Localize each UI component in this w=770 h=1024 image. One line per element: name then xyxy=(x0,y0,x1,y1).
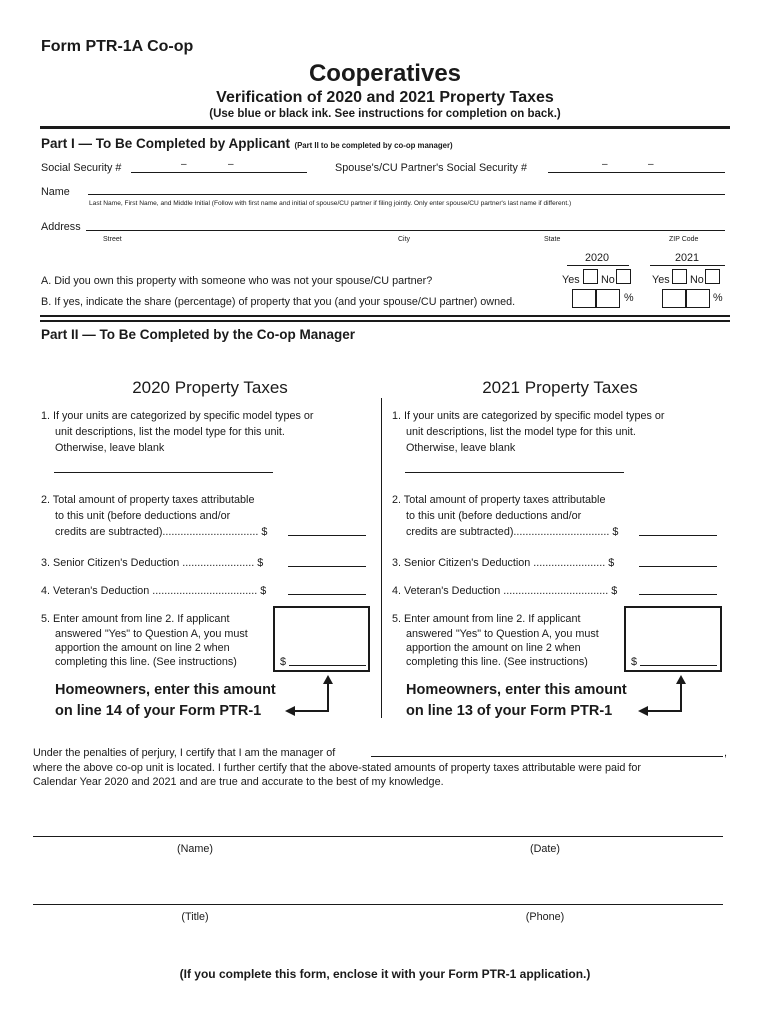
col-2020-line2-a: 2. Total amount of property taxes attributable xyxy=(41,494,255,506)
part1-heading xyxy=(41,135,453,153)
col-2021-line5-field[interactable] xyxy=(640,665,717,666)
signature-date-label: (Date) xyxy=(530,843,560,855)
col-2020-title: 2020 Property Taxes xyxy=(132,378,288,397)
year-2021-rule xyxy=(650,265,725,266)
col-2021-line4: 4. Veteran's Deduction ................................... $ xyxy=(392,585,618,597)
col-2021-line5-dollar: $ xyxy=(631,656,638,668)
q-a-2020-no-label: No xyxy=(601,274,615,286)
col-2021-line1-a: 1. If your units are categorized by specific model types or xyxy=(392,410,665,422)
q-b-2020-percent: % xyxy=(624,292,634,304)
q-b-2020-share-box-2[interactable] xyxy=(596,289,620,308)
col-2020-line5-a: 5. Enter amount from line 2. If applicant xyxy=(41,613,230,625)
q-a-2021-yes-label: Yes xyxy=(652,274,670,286)
col-2021-homeowners-a: Homeowners, enter this amount xyxy=(406,682,627,698)
zip-label: ZIP Code xyxy=(669,236,699,243)
part1-bottom-rule-2 xyxy=(40,320,730,322)
col-2021-line2-c: credits are subtracted)................................ $ xyxy=(406,526,619,538)
col-2020-line3: 3. Senior Citizen's Deduction ........................ $ xyxy=(41,557,264,569)
col-2021-senior-deduction-field[interactable] xyxy=(639,566,717,567)
col-2020-line1-b: unit descriptions, list the model type for this unit. xyxy=(55,426,285,438)
col-2020-line5-field[interactable] xyxy=(289,665,366,666)
col-2020-line2-b: to this unit (before deductions and/or xyxy=(55,510,231,522)
q-b-2021-share-box-1[interactable] xyxy=(662,289,686,308)
col-2020-veteran-deduction-field[interactable] xyxy=(288,594,366,595)
name-date-signature-line[interactable] xyxy=(33,836,723,837)
name-hint: Last Name, First Name, and Middle Initial (Follow with first name and initial of spouse/CU partner if filing jointly. Only enter spouse/CU partner's last name if different.) xyxy=(89,200,572,207)
col-2021-veteran-deduction-field[interactable] xyxy=(639,594,717,595)
col-2020-line4: 4. Veteran's Deduction ................................... $ xyxy=(41,585,267,597)
certification-line2: where the above co-op unit is located. I further certify that the above-stated amounts of property taxes attributable were paid for xyxy=(33,762,641,774)
form-subtitle: Verification of 2020 and 2021 Property Taxes xyxy=(216,89,554,106)
col-2021-line5-c: apportion the amount on line 2 when xyxy=(406,642,581,654)
q-a-2021-no-checkbox[interactable] xyxy=(705,269,720,284)
q-b-2021-percent: % xyxy=(713,292,723,304)
col-2020-line1-a: 1. If your units are categorized by specific model types or xyxy=(41,410,314,422)
col-2020-senior-deduction-field[interactable] xyxy=(288,566,366,567)
footer-note: (If you complete this form, enclose it with your Form PTR-1 application.) xyxy=(179,967,591,981)
part2-heading: Part II — To Be Completed by the Co-op Manager xyxy=(41,327,356,342)
col-2021-line5-a: 5. Enter amount from line 2. If applicant xyxy=(392,613,581,625)
certification-line3: Calendar Year 2020 and 2021 and are true and accurate to the best of my knowledge. xyxy=(33,776,444,788)
signature-phone-label: (Phone) xyxy=(525,911,565,923)
q-a-2021-yes-checkbox[interactable] xyxy=(672,269,687,284)
col-2020-line2-c: credits are subtracted)................................ $ xyxy=(55,526,268,538)
col-2020-line5-box[interactable] xyxy=(273,606,370,672)
question-a: A. Did you own this property with someone who was not your spouse/CU partner? xyxy=(41,275,433,287)
q-a-2021-no-label: No xyxy=(690,274,704,286)
part1-heading-text: Part I — To Be Completed by Applicant xyxy=(41,136,291,151)
q-a-2020-yes-checkbox[interactable] xyxy=(583,269,598,284)
col-2020-line5-dollar: $ xyxy=(280,656,287,668)
q-b-2020-share-box-1[interactable] xyxy=(572,289,596,308)
col-2021-line3: 3. Senior Citizen's Deduction ........................ $ xyxy=(392,557,615,569)
ssn-dash-1: – xyxy=(181,159,187,170)
col-2021-line5-b: answered "Yes" to Question A, you must xyxy=(406,628,599,640)
part1-heading-note: (Part II to be completed by co-op manager) xyxy=(294,141,453,150)
ssn-label: Social Security # xyxy=(41,162,122,174)
ssn-dash-2: – xyxy=(228,159,234,170)
street-label: Street xyxy=(103,236,122,243)
col-2021-line5-box[interactable] xyxy=(624,606,722,672)
ink-instruction: (Use blue or black ink. See instructions for completion on back.) xyxy=(209,108,561,120)
year-2021-header: 2021 xyxy=(674,252,700,264)
signature-name-label: (Name) xyxy=(177,843,213,855)
col-2021-title: 2021 Property Taxes xyxy=(482,378,638,397)
certification-comma: , xyxy=(724,747,727,759)
signature-title-label: (Title) xyxy=(181,911,209,923)
part1-top-rule xyxy=(40,126,730,129)
col-2021-arrow-icon xyxy=(636,675,686,720)
col-2021-homeowners-b: on line 13 of your Form PTR-1 xyxy=(406,703,613,719)
col-2021-line5-d: completing this line. (See instructions) xyxy=(406,656,588,668)
col-2020-line1-c: Otherwise, leave blank xyxy=(55,442,165,454)
col-2020-arrow-icon xyxy=(283,675,333,720)
col-2021-line1-b: unit descriptions, list the model type for this unit. xyxy=(406,426,636,438)
address-label: Address xyxy=(41,221,81,233)
col-2021-total-taxes-field[interactable] xyxy=(639,535,717,536)
coop-name-field[interactable] xyxy=(371,756,723,757)
certification-line1: Under the penalties of perjury, I certify that I am the manager of xyxy=(33,747,336,759)
col-2021-line1-c: Otherwise, leave blank xyxy=(406,442,516,454)
name-label: Name xyxy=(41,186,70,198)
question-b: B. If yes, indicate the share (percentage) of property that you (and your spouse/CU partner) owned. xyxy=(41,296,516,308)
form-title: Cooperatives xyxy=(308,60,462,87)
q-b-2021-share-box-2[interactable] xyxy=(686,289,710,308)
part1-bottom-rule-1 xyxy=(40,315,730,317)
col-2021-line2-b: to this unit (before deductions and/or xyxy=(406,510,582,522)
year-2020-rule xyxy=(567,265,629,266)
col-2020-line5-d: completing this line. (See instructions) xyxy=(55,656,237,668)
col-2020-line5-c: apportion the amount on line 2 when xyxy=(55,642,230,654)
ssn-field[interactable] xyxy=(131,172,307,173)
col-2020-model-type-field[interactable] xyxy=(54,472,273,473)
col-2021-line2-a: 2. Total amount of property taxes attributable xyxy=(392,494,606,506)
year-2020-header: 2020 xyxy=(584,252,610,264)
spouse-ssn-dash-1: – xyxy=(602,159,608,170)
spouse-ssn-label: Spouse's/CU Partner's Social Security # xyxy=(335,162,527,174)
col-2020-homeowners-a: Homeowners, enter this amount xyxy=(55,682,276,698)
form-id: Form PTR-1A Co-op xyxy=(41,38,194,55)
name-field[interactable] xyxy=(88,194,725,195)
q-a-2020-yes-label: Yes xyxy=(562,274,580,286)
state-label: State xyxy=(544,236,561,243)
col-2021-model-type-field[interactable] xyxy=(405,472,624,473)
col-2020-total-taxes-field[interactable] xyxy=(288,535,366,536)
city-label: City xyxy=(398,236,411,243)
address-field[interactable] xyxy=(86,230,725,231)
title-phone-signature-line[interactable] xyxy=(33,904,723,905)
spouse-ssn-dash-2: – xyxy=(648,159,654,170)
column-divider xyxy=(381,398,382,718)
spouse-ssn-field[interactable] xyxy=(548,172,725,173)
col-2020-homeowners-b: on line 14 of your Form PTR-1 xyxy=(55,703,262,719)
col-2020-line5-b: answered "Yes" to Question A, you must xyxy=(55,628,248,640)
q-a-2020-no-checkbox[interactable] xyxy=(616,269,631,284)
